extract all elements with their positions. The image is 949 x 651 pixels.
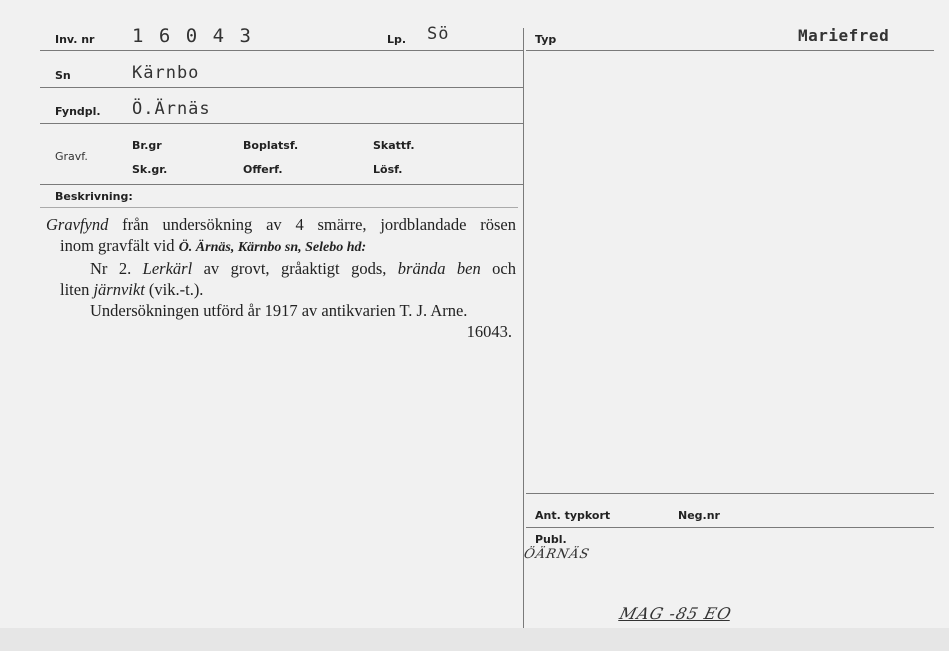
desc-line-4: liten järnvikt (vik.-t.).: [60, 280, 204, 299]
publ-label: Publ.: [535, 533, 567, 546]
desc-line-5: Undersökningen utförd år 1917 av antikvarien T. J. Arne.: [90, 301, 468, 320]
ant-typkort-label: Ant. typkort: [535, 509, 611, 522]
beskrivning-label: Beskrivning:: [55, 190, 133, 203]
brgr-label: Br.gr: [132, 139, 162, 152]
fyndpl-value: Ö.Ärnäs: [132, 99, 211, 119]
fyndpl-label: Fyndpl.: [55, 105, 101, 118]
rule-ant: [526, 493, 934, 494]
lp-label: Lp.: [387, 33, 407, 46]
rule-sn: [40, 87, 523, 88]
inv-value: 1 6 0 4 3: [132, 25, 253, 47]
skattf-label: Skattf.: [373, 139, 415, 152]
rule-top: [40, 50, 523, 51]
rule-fyndpl: [40, 123, 523, 124]
place-value: Mariefred: [798, 26, 890, 45]
inv-label: Inv. nr: [55, 33, 95, 46]
gravf-label: Gravf.: [55, 150, 88, 163]
sn-label: Sn: [55, 69, 71, 82]
skgr-label: Sk.gr.: [132, 163, 168, 176]
description-text: [46, 214, 516, 342]
lp-value: Sö: [427, 24, 450, 44]
boplatsf-label: Boplatsf.: [243, 139, 299, 152]
rule-gravf: [40, 184, 523, 185]
rule-divider: [523, 28, 524, 628]
rule-beskrivning: [40, 207, 518, 208]
desc-line-6: 16043.: [466, 322, 512, 341]
rule-typ: [526, 50, 934, 51]
desc-line-3: Nr 2. Lerkärl av grovt, gråaktigt gods, brända ben och: [90, 259, 516, 278]
typ-label: Typ: [535, 33, 557, 46]
card-bottom-edge: [0, 628, 949, 651]
desc-line-1: Gravfynd från undersökning av 4 smärre, jordblandade rösen: [46, 215, 516, 234]
rule-publ: [526, 527, 934, 528]
bottom-handwritten-note: MAG -85 EO: [617, 604, 734, 623]
sn-value: Kärnbo: [132, 63, 200, 83]
publ-handwritten-note: ÖÄRNÄS: [522, 547, 592, 562]
desc-line-2: inom gravfält vid Ö. Ärnäs, Kärnbo sn, Selebo hd:: [60, 236, 367, 255]
negnr-label: Neg.nr: [678, 509, 720, 522]
losf-label: Lösf.: [373, 163, 403, 176]
offerf-label: Offerf.: [243, 163, 283, 176]
